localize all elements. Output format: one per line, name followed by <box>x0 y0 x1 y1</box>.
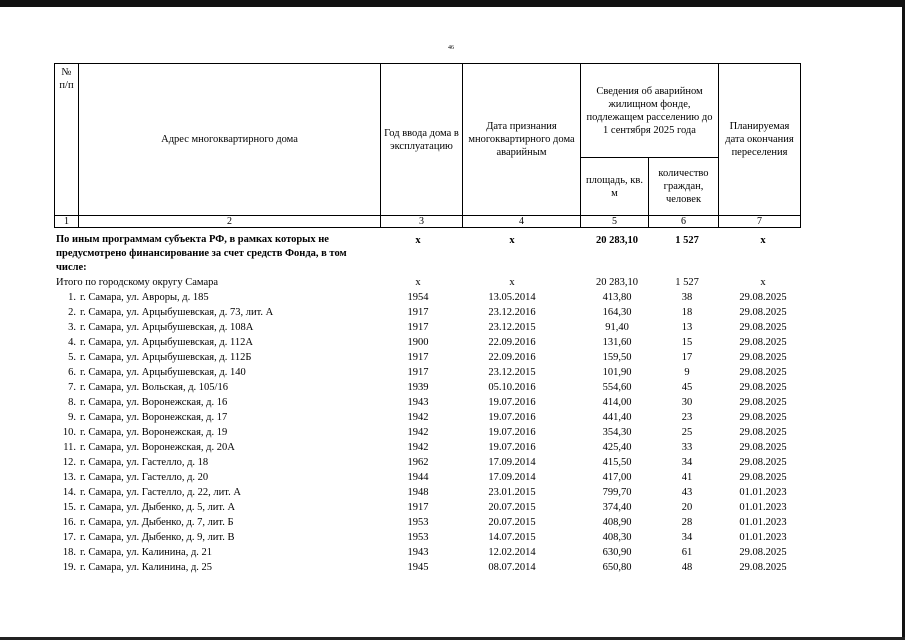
page-number: 46 <box>448 45 454 51</box>
row-area: 630,90 <box>602 547 632 558</box>
summary-area: 20 283,10 <box>596 235 638 246</box>
header-col-year: Год ввода дома в эксплуатацию <box>381 64 463 216</box>
row-year: 1944 <box>407 472 429 483</box>
row-date: 20.07.2015 <box>488 502 536 513</box>
row-people: 38 <box>681 292 693 303</box>
row-people: 20 <box>681 502 693 513</box>
row-year: 1962 <box>407 457 429 468</box>
row-plan-date: 29.08.2025 <box>739 472 787 483</box>
row-year: 1953 <box>407 532 429 543</box>
row-people: 34 <box>681 532 693 543</box>
row-address <box>56 335 253 350</box>
row-date: 23.12.2015 <box>488 322 536 333</box>
row-plan-date: 29.08.2025 <box>739 547 787 558</box>
row-area: 374,40 <box>602 502 632 513</box>
row-plan-date: 29.08.2025 <box>739 457 787 468</box>
row-year: 1954 <box>407 292 429 303</box>
row-date: 12.02.2014 <box>488 547 536 558</box>
header-num-7: 7 <box>719 216 801 228</box>
row-number: 12. <box>62 457 76 468</box>
row-year: 1945 <box>407 562 429 573</box>
header-num-6: 6 <box>649 216 719 228</box>
row-date: 19.07.2016 <box>488 427 536 438</box>
row-plan-date: 01.01.2023 <box>739 532 787 543</box>
row-date: 08.07.2014 <box>488 562 536 573</box>
table-row <box>54 455 804 470</box>
summary-row-program <box>54 233 804 275</box>
row-address-text: г. Самара, ул. Арцыбушевская, д. 140 <box>80 367 246 378</box>
summary-year: х <box>415 277 421 288</box>
header-num-2: 2 <box>79 216 381 228</box>
row-address <box>56 305 273 320</box>
row-address <box>56 485 241 500</box>
row-year: 1917 <box>407 367 429 378</box>
row-address-text: г. Самара, ул. Арцыбушевская, д. 73, лит. А <box>80 307 274 318</box>
row-plan-date: 29.08.2025 <box>739 292 787 303</box>
row-plan-date: 29.08.2025 <box>739 322 787 333</box>
summary-date: х <box>509 277 515 288</box>
row-number: 17. <box>62 532 76 543</box>
row-people: 13 <box>681 322 693 333</box>
table-row <box>54 365 804 380</box>
row-address <box>56 515 234 530</box>
summary-label: Итого по городскому округу Самара <box>56 277 219 288</box>
summary-row-city <box>54 275 804 290</box>
row-address <box>56 530 234 545</box>
summary-year: х <box>415 235 421 246</box>
row-address-text: г. Самара, ул. Арцыбушевская, д. 112Б <box>80 352 252 363</box>
row-number: 3. <box>68 322 76 333</box>
row-year: 1939 <box>407 382 429 393</box>
row-date: 23.01.2015 <box>488 487 536 498</box>
table-header <box>54 63 801 228</box>
row-number: 2. <box>68 307 76 318</box>
row-address <box>56 380 228 395</box>
row-area: 799,70 <box>602 487 632 498</box>
summary-date: х <box>509 235 515 246</box>
row-area: 650,80 <box>602 562 632 573</box>
row-area: 425,40 <box>602 442 632 453</box>
row-address <box>56 440 235 455</box>
row-address <box>56 425 227 440</box>
row-plan-date: 29.08.2025 <box>739 562 787 573</box>
summary-plan: х <box>760 235 766 246</box>
table-row <box>54 305 804 320</box>
table-row <box>54 485 804 500</box>
row-area: 415,50 <box>602 457 632 468</box>
header-col-address: Адрес многоквартирного дома <box>79 64 381 216</box>
row-plan-date: 29.08.2025 <box>739 397 787 408</box>
row-number: 15. <box>62 502 76 513</box>
row-number: 8. <box>68 397 76 408</box>
row-area: 164,30 <box>602 307 632 318</box>
header-col-date: Дата признания многоквартирного дома аварийным <box>463 64 581 216</box>
header-col-people: количество граждан, человек <box>649 158 719 216</box>
row-plan-date: 29.08.2025 <box>739 442 787 453</box>
row-address <box>56 560 212 575</box>
row-number: 9. <box>68 412 76 423</box>
row-address-text: г. Самара, ул. Дыбенко, д. 5, лит. А <box>80 502 236 513</box>
row-address-text: г. Самара, ул. Калинина, д. 21 <box>80 547 213 558</box>
row-address-text: г. Самара, ул. Воронежская, д. 20А <box>80 442 235 453</box>
table-row <box>54 320 804 335</box>
row-address-text: г. Самара, ул. Гастелло, д. 22, лит. А <box>80 487 241 498</box>
header-col-info: Сведения об аварийном жилищном фонде, подлежащем расселению до 1 сентября 2025 года <box>581 64 719 158</box>
row-people: 48 <box>681 562 693 573</box>
row-plan-date: 01.01.2023 <box>739 517 787 528</box>
row-area: 101,90 <box>602 367 632 378</box>
row-address <box>56 545 212 560</box>
row-number: 5. <box>68 352 76 363</box>
row-date: 05.10.2016 <box>488 382 536 393</box>
table-row <box>54 290 804 305</box>
row-plan-date: 29.08.2025 <box>739 382 787 393</box>
row-date: 22.09.2016 <box>488 337 536 348</box>
row-plan-date: 29.08.2025 <box>739 367 787 378</box>
row-date: 13.05.2014 <box>488 292 536 303</box>
row-number: 4. <box>68 337 76 348</box>
row-plan-date: 29.08.2025 <box>739 412 787 423</box>
scan-top-border <box>0 0 905 7</box>
row-year: 1948 <box>407 487 429 498</box>
row-area: 554,60 <box>602 382 632 393</box>
table-row <box>54 470 804 485</box>
row-plan-date: 29.08.2025 <box>739 427 787 438</box>
table-row <box>54 515 804 530</box>
row-address <box>56 410 227 425</box>
table-row <box>54 380 804 395</box>
row-people: 18 <box>681 307 693 318</box>
row-people: 30 <box>681 397 693 408</box>
row-address-text: г. Самара, ул. Авроры, д. 185 <box>80 292 209 303</box>
row-address-text: г. Самара, ул. Дыбенко, д. 7, лит. Б <box>80 517 234 528</box>
table-row <box>54 500 804 515</box>
row-plan-date: 29.08.2025 <box>739 337 787 348</box>
row-address-text: г. Самара, ул. Дыбенко, д. 9, лит. В <box>80 532 235 543</box>
row-address-text: г. Самара, ул. Воронежская, д. 16 <box>80 397 228 408</box>
row-year: 1942 <box>407 442 429 453</box>
row-number: 14. <box>62 487 76 498</box>
row-people: 9 <box>684 367 690 378</box>
table-row <box>54 425 804 440</box>
row-address <box>56 455 208 470</box>
row-date: 14.07.2015 <box>488 532 536 543</box>
header-col-number: № п/п <box>55 64 79 216</box>
row-year: 1942 <box>407 427 429 438</box>
row-date: 23.12.2016 <box>488 307 536 318</box>
row-area: 417,00 <box>602 472 632 483</box>
row-area: 414,00 <box>602 397 632 408</box>
row-number: 6. <box>68 367 76 378</box>
row-area: 441,40 <box>602 412 632 423</box>
row-date: 20.07.2015 <box>488 517 536 528</box>
row-people: 43 <box>681 487 693 498</box>
table-row <box>54 350 804 365</box>
table-row <box>54 395 804 410</box>
row-people: 41 <box>681 472 693 483</box>
row-address-text: г. Самара, ул. Арцыбушевская, д. 108А <box>80 322 254 333</box>
row-year: 1943 <box>407 547 429 558</box>
row-area: 159,50 <box>602 352 632 363</box>
summary-people: 1 527 <box>675 277 699 288</box>
table-row <box>54 560 804 575</box>
row-plan-date: 29.08.2025 <box>739 307 787 318</box>
row-address-text: г. Самара, ул. Вольская, д. 105/16 <box>80 382 228 393</box>
row-number: 18. <box>62 547 76 558</box>
row-area: 408,30 <box>602 532 632 543</box>
row-number: 10. <box>62 427 76 438</box>
row-people: 61 <box>681 547 693 558</box>
row-year: 1953 <box>407 517 429 528</box>
row-year: 1917 <box>407 307 429 318</box>
row-people: 28 <box>681 517 693 528</box>
row-number: 16. <box>62 517 76 528</box>
summary-label: По иным программам субъекта РФ, в рамках которых не предусмотрено финансирование за счет средств Фонда, в том числе: <box>56 234 347 273</box>
row-area: 413,80 <box>602 292 632 303</box>
table-row <box>54 530 804 545</box>
row-year: 1917 <box>407 352 429 363</box>
row-year: 1917 <box>407 502 429 513</box>
row-people: 25 <box>681 427 693 438</box>
row-date: 19.07.2016 <box>488 412 536 423</box>
row-address-text: г. Самара, ул. Воронежская, д. 19 <box>80 427 228 438</box>
row-area: 91,40 <box>605 322 629 333</box>
row-address-text: г. Самара, ул. Воронежская, д. 17 <box>80 412 228 423</box>
row-area: 354,30 <box>602 427 632 438</box>
row-number: 13. <box>62 472 76 483</box>
summary-people: 1 527 <box>675 235 699 246</box>
row-people: 33 <box>681 442 693 453</box>
row-people: 23 <box>681 412 693 423</box>
row-year: 1900 <box>407 337 429 348</box>
header-num-5: 5 <box>581 216 649 228</box>
row-address-text: г. Самара, ул. Арцыбушевская, д. 112А <box>80 337 253 348</box>
row-year: 1943 <box>407 397 429 408</box>
row-people: 34 <box>681 457 693 468</box>
row-date: 17.09.2014 <box>488 457 536 468</box>
header-num-3: 3 <box>381 216 463 228</box>
summary-plan: х <box>760 277 766 288</box>
row-year: 1942 <box>407 412 429 423</box>
row-date: 17.09.2014 <box>488 472 536 483</box>
table-row <box>54 410 804 425</box>
table-row <box>54 545 804 560</box>
row-date: 23.12.2015 <box>488 367 536 378</box>
row-plan-date: 01.01.2023 <box>739 487 787 498</box>
row-number: 1. <box>68 292 76 303</box>
header-col-area: площадь, кв. м <box>581 158 649 216</box>
row-plan-date: 01.01.2023 <box>739 502 787 513</box>
row-date: 22.09.2016 <box>488 352 536 363</box>
row-number: 7. <box>68 382 76 393</box>
header-col-plan: Планируемая дата окончания переселения <box>719 64 801 216</box>
table-row <box>54 335 804 350</box>
row-date: 19.07.2016 <box>488 442 536 453</box>
house-rows <box>54 290 804 575</box>
row-address <box>56 470 208 485</box>
row-people: 45 <box>681 382 693 393</box>
table-body <box>54 233 804 575</box>
row-address <box>56 500 235 515</box>
row-plan-date: 29.08.2025 <box>739 352 787 363</box>
row-address-text: г. Самара, ул. Гастелло, д. 20 <box>80 472 209 483</box>
row-area: 408,90 <box>602 517 632 528</box>
row-year: 1917 <box>407 322 429 333</box>
row-people: 17 <box>681 352 693 363</box>
header-num-1: 1 <box>55 216 79 228</box>
row-address <box>56 350 251 365</box>
row-address <box>56 395 227 410</box>
header-num-4: 4 <box>463 216 581 228</box>
row-address-text: г. Самара, ул. Калинина, д. 25 <box>80 562 213 573</box>
row-area: 131,60 <box>602 337 632 348</box>
row-number: 19. <box>62 562 76 573</box>
table-row <box>54 440 804 455</box>
row-address <box>56 365 246 380</box>
summary-area: 20 283,10 <box>596 277 638 288</box>
row-date: 19.07.2016 <box>488 397 536 408</box>
row-number: 11. <box>63 442 76 453</box>
row-address <box>56 320 253 335</box>
row-people: 15 <box>681 337 693 348</box>
row-address <box>56 290 209 305</box>
row-address-text: г. Самара, ул. Гастелло, д. 18 <box>80 457 209 468</box>
